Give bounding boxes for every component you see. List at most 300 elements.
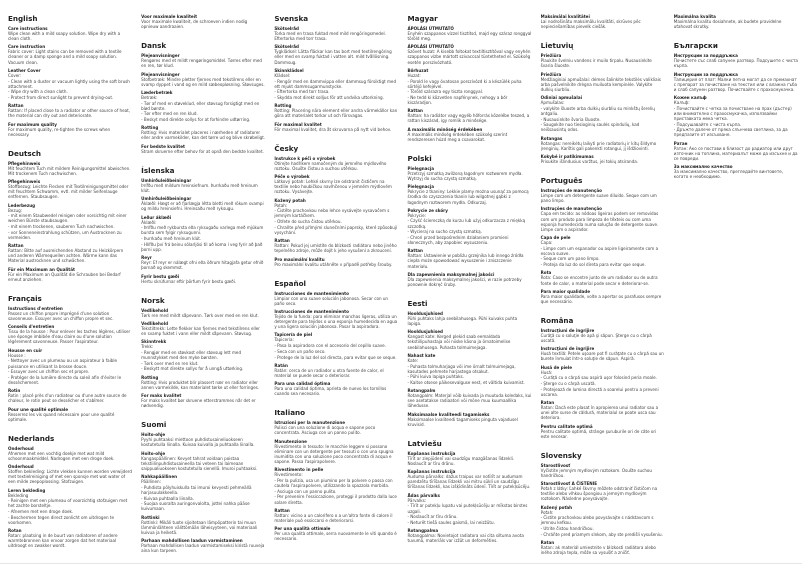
- instruction-text: - Pühi kuiva lapiga puhtaks.: [407, 374, 464, 380]
- language-heading: Latviešu: [407, 438, 442, 448]
- instruction-block: [407, 184, 531, 204]
- instruction-text: Rattan: If placed close to a radiator or other source of heat, the material can dry out and deteriorate.: [8, 108, 131, 119]
- instruction-text: - Per prevenire l'essiccazione, proteggi il prodotto dalla luce solare diretta.: [274, 494, 397, 505]
- instruction-block: [674, 14, 798, 29]
- instruction-text: Para una calidad óptima, aprieta de nuevo los tornillos cuando sea necesario.: [274, 386, 387, 397]
- instruction-title: Umhirðuleiðbeiningar: [141, 196, 192, 202]
- instruction-title: За максимално качество: [673, 164, 733, 170]
- instruction-block: [141, 90, 265, 122]
- instruction-text: Prisukite išlindusius varžtus, jei tokių atsiranda.: [540, 158, 639, 164]
- instruction-text: - Afnemen met een droge doek.: [8, 509, 74, 515]
- instruction-title: Maximálna kvalita: [673, 14, 716, 19]
- instruction-title: Husă de piele: [540, 364, 573, 370]
- instruction-text: - mit einem trockenen, sauberen Tuch nachwischen.: [8, 224, 115, 230]
- instruction-text: Tapicería:: [274, 337, 294, 343]
- instruction-text: Trekk:: [141, 344, 154, 350]
- instruction-title: Kokybė ir patikimumas: [540, 153, 594, 159]
- instruction-text: - Tør af med en støveklud, eller støvsug forsigtigt med en blød børste.: [141, 100, 260, 111]
- instruction-text: Rattan: Ustawienie w pobliżu grzejnika lub innego źródła ciepła może spowodować wysuszenie i zniszczenie materiału.: [407, 253, 524, 269]
- instruction-text: Rattan: Pokud jej umístíte do blízkosti radiátoru nebo jiného tepelného zdroje, může dojít k jeho vysušení a zkroucení.: [274, 243, 397, 254]
- instruction-title: Hooldusjuhised: [407, 310, 443, 316]
- instruction-text: - Þurrkaðu með hreinum klút.: [141, 236, 202, 242]
- instruction-block: [8, 103, 132, 118]
- instruction-text: - vor Sonneneinstrahlung schützen, um Austrocknen zu vermeiden.: [8, 229, 122, 240]
- instruction-block: [541, 95, 665, 132]
- instruction-block: [274, 363, 398, 378]
- instruction-title: Priežiūra: [540, 53, 562, 59]
- instruction-text: Þrífðu með mildum hreinsiefnum. Þurrkaðu með hreinum klút.: [141, 182, 258, 193]
- instruction-block: [8, 464, 132, 484]
- language-section: [274, 144, 398, 267]
- instruction-title: Pielęgnacja: [407, 165, 435, 171]
- instruction-block: [541, 53, 665, 68]
- instruction-text: Curăţă cu o soluţie de apă şi săpun. Şterge cu o cârpă uscată.: [540, 332, 652, 344]
- instruction-title: Per una qualità ottimale: [274, 526, 331, 532]
- instruction-text: Lai nodrošinātu maksimālu kvalitāti, skrūves pēc nepieciešamības pievelk ciešāk.: [540, 19, 641, 30]
- instruction-block: [141, 53, 265, 68]
- instruction-text: - valykite šluoste arba dulkių siurbliu su minkštų šerelių antgaliu.: [540, 105, 655, 116]
- instruction-text: Rotting: Hvis produktet blir plassert nær en radiator eller annen varmekilde, kan materialet tørke ut eller forringes.: [141, 379, 260, 390]
- instruction-text: - Suojaa suoralta auringonvalolta, jottei nahka pääse kuivumaan.: [141, 501, 250, 512]
- instruction-block: [141, 196, 265, 211]
- instruction-text: - Porold le vagy óvatosan porszívózd ki a készülék puha sörtéjű kefejével.: [407, 78, 522, 89]
- language-section: [407, 299, 531, 427]
- instruction-text: Калъф:: [673, 100, 690, 106]
- instruction-text: Ратан: Ако се постави в близост до радиатор или друг източник на топлина, материалът може да изсъхне и да се повреди.: [673, 145, 798, 161]
- instruction-title: Leather Cover: [8, 67, 41, 73]
- instruction-text: Rattan: vicino a un calorifero o a un'altra fonte di calore il materiale può essiccarsi e deteriorarsi.: [274, 512, 393, 523]
- instruction-title: Kožený poťah: [540, 504, 573, 510]
- instruction-title: Instrucciones de mantenimiento: [274, 308, 349, 314]
- instruction-title: For maximum quality: [8, 121, 57, 127]
- instruction-title: Pflegehinweis: [8, 160, 41, 166]
- instruction-title: Leren bekleding: [8, 487, 46, 493]
- instruction-text: Mit feuchtem Tuch mit mildem Reinigungsmittel abwischen. Mit trockenem Tuch nachwischen.: [8, 165, 131, 176]
- instruction-text: Rotangpalm: Materjal võib kuivada ja muutuda koledaks, kui see asetatakse radiaatori või mõne muu kuumaallika lähedusse.: [407, 393, 532, 409]
- instruction-text: Husă:: [540, 369, 553, 375]
- instruction-text: Kate:: [407, 357, 419, 363]
- instruction-text: Kangast kate: Kerged plekid saab eemaldada tekstiilipuhastaja või niiske käsna ja õrnatoimelise seebilahusega. Puhasta tolmuimejaga.: [407, 334, 511, 350]
- instruction-text: - Beskytt mot direkte sollys for å unngå uttørking.: [141, 366, 244, 372]
- instruction-block: [274, 291, 398, 306]
- instruction-block: [541, 424, 665, 439]
- instruction-title: Tapicería de piel: [274, 332, 313, 338]
- instruction-title: Starostlivosť: [540, 462, 571, 468]
- instruction-text: - Подсушавайте с чиста кърпа.: [673, 121, 742, 127]
- instruction-block: [274, 198, 398, 235]
- instruction-text: Päällinen:: [141, 479, 161, 485]
- instruction-text: - Otřete do sucha čistou utěrkou.: [274, 219, 342, 225]
- instruction-text: - Kaitse otsese päikesevalguse eest, et vältida kuivamist.: [407, 379, 525, 385]
- instruction-title: Rotangpalm: [407, 388, 436, 394]
- language-section: [141, 166, 265, 284]
- instruction-text: Poťah:: [540, 509, 554, 515]
- instruction-title: For maks kvalitet: [141, 393, 182, 399]
- language-heading: Dansk: [141, 41, 167, 51]
- instruction-block: [141, 144, 265, 154]
- instruction-text: Afnemen met een vochtig doekje met wat mild schoonmaakmiddel. Nadrogen met een droge doek.: [8, 450, 115, 461]
- instruction-text: - Puhasta tolmuharjaga või ime õrnalt tolmuimejaga, kasutades pehmete harjastega otsakut.: [407, 363, 516, 374]
- instruction-text: Почистете със слаб сапунен разтвор. Подсушете с чиста кърпа.: [673, 58, 798, 69]
- instruction-text: - Skydda mot direkt solljus för att undvika uttorkning.: [274, 95, 384, 100]
- instruction-title: Kožený potah: [274, 197, 306, 203]
- instruction-block: [407, 353, 531, 385]
- instruction-text: Тапицерия от плат: Малки петна могат да се премахнат с препарат за почистване на текстил или с влажна гъба и слаб сапунен разтвор. Почиствайте с прахосмукачка.: [673, 76, 798, 92]
- instruction-text: - Czyść ściereczką do kurzu lub użyj odkurzacza z miękką szczotką.: [407, 218, 526, 229]
- language-section: [274, 408, 398, 541]
- instruction-text: - Rengjør med en støvkost eller støvsug lett med munnstykket med den myke børsten.: [141, 349, 242, 361]
- instruction-block: [8, 407, 132, 422]
- instruction-title: Para una calidad óptima: [274, 381, 331, 387]
- instruction-block: [141, 178, 265, 193]
- instruction-title: ÁPOLÁSI ÚTMUTATÓ: [407, 44, 454, 50]
- language-heading: Nederlands: [8, 433, 55, 443]
- instruction-block: [274, 44, 398, 64]
- instruction-text: Reyr: Ef reyr er nálægt ofni eða öðrum hitagjafa getur efnið þornað og skemmst.: [141, 260, 264, 271]
- instruction-title: Pielęgnacja: [407, 184, 435, 190]
- instruction-block: [541, 136, 665, 151]
- instruction-text: - Reinigen met een plumeau of voorzichtig stofzuigen met het zachte borsteltje.: [8, 498, 128, 509]
- instruction-text: - Proteja da luz do sol direta para evitar que seque.: [540, 262, 646, 268]
- instruction-text: - Töröld szárazra egy tiszta ronggyal.: [407, 89, 484, 95]
- instruction-text: Enyhén szappanos vízzel tisztítsd, majd egy száraz ronggyal töröld meg.: [407, 31, 532, 42]
- instruction-title: Rotting: [141, 125, 159, 131]
- language-heading: Româna: [540, 315, 574, 325]
- instruction-title: Plejeanvisninger: [141, 71, 180, 77]
- instruction-title: Pflegehinweis: [8, 179, 41, 185]
- instruction-text: Tekstiltrekk: Lette flekker kan fjernes med tekstilrens eller en svamp fuktet i vann eller mildt såpevann. Støvsug.: [141, 325, 260, 336]
- instruction-text: Stoffbezug: Leichte Flecken mit Textilreinigungsmittel oder mit feuchtem Schwamm, evtl. mit milder Seifenlauge entfernen. Staubsaugen.: [8, 184, 129, 200]
- instruction-text: - Дръжте далече от пряка слънчева светлина, за да предпазите от изсъхване.: [673, 127, 788, 138]
- instruction-text: Poťah z látky: Ľahké škvrny môžete odstrániť čističom na textílie alebo vlhkou špongiou a jemným mydlovým roztokom. Následne povysávajte.: [540, 486, 658, 502]
- instruction-text: - Ne tedd ki közvetlen napfénynek, nehogy a bőr kiszáradjon.: [407, 95, 508, 106]
- instruction-text: Huzat:: [407, 72, 421, 78]
- instruction-text: - Seque com um pano limpo.: [540, 256, 600, 262]
- instruction-title: Ādas pārvalks: [407, 492, 440, 498]
- instruction-text: Rotangas: nereikėtų laikyti prie radiatorių ir kitų šildymo įrenginių. Karštis gali pakenkti rotangui, jį išdžiovinti.: [540, 140, 657, 151]
- instruction-text: - Rengör med en dammvippa eller dammsug försiktigt med ett mjukt dammsugarmunstycke.: [274, 78, 397, 89]
- instruction-block: [8, 122, 132, 137]
- instruction-text: Passez un chiffon propre imprégné d'une solution savonneuse. Essuyer avec un chiffon propre et sec.: [8, 310, 114, 321]
- instruction-text: Przetrzyj szmatką zwilżoną łagodnym roztworem mydła. Wytrzyj do sucha czystą szmatką.: [407, 170, 523, 182]
- instruction-text: - Chroń przed bezpośrednim działaniem promieni słonecznych, aby zapobiec wysuszeniu.: [407, 234, 509, 246]
- instruction-block: [541, 206, 665, 231]
- language-heading: Magyar: [407, 14, 438, 23]
- instruction-text: Ratan: ak materiál umiestnite v blízkosti radiátora alebo iného zdroja tepla, môže sa vysušiť a zničiť.: [540, 545, 656, 556]
- instruction-title: Rattan: [274, 507, 290, 513]
- instruction-title: Skötselråd: [274, 26, 299, 31]
- instruction-text: - Tør efter med en ren klud.: [141, 111, 198, 117]
- instruction-text: Housse :: [8, 352, 26, 358]
- instruction-text: Fabric cover: Light stains can be removed with a textile cleaner or a damp sponge and a mild soapy solution. Vacuum clean.: [8, 49, 122, 65]
- instruction-block: [8, 528, 132, 548]
- instruction-text: - Protege de la luz del sol directa, para evitar que se seque.: [274, 354, 397, 360]
- instruction-title: Parhaan mahdollisen laadun varmistaminen: [141, 538, 243, 544]
- language-heading: Español: [274, 278, 307, 288]
- instruction-text: Rivestimento:: [274, 472, 303, 478]
- instruction-text: - Curăţă cu o cârpă sau aspiră uşor folosind peria moale.: [540, 375, 657, 381]
- language-heading: English: [8, 14, 38, 23]
- instruction-title: Péče o výrobek: [274, 174, 310, 180]
- instruction-block: [541, 463, 665, 478]
- instruction-block: [407, 68, 531, 105]
- instruction-title: ÁPOLÁSI ÚTMUTATÓ: [407, 26, 454, 31]
- instruction-title: Skinnklädsel: [274, 67, 304, 73]
- instruction-block: [274, 381, 398, 396]
- instruction-block: [274, 174, 398, 194]
- instruction-text: Hertu skrúfurnar eftir þörfum fyrir bestu gæði.: [141, 278, 237, 284]
- instruction-block: [674, 95, 798, 137]
- instruction-block: [8, 446, 132, 461]
- instruction-text: - Essuyer avec un chiffon sec et propre.: [8, 369, 90, 375]
- instruction-title: Instructions d'entretien: [8, 305, 63, 311]
- language-heading: Български: [673, 41, 718, 51]
- language-section: [8, 149, 132, 282]
- instruction-title: Rivestimento in pelle: [274, 467, 324, 473]
- instruction-block: [8, 388, 132, 403]
- language-section: [8, 14, 132, 137]
- instruction-block: [141, 215, 265, 252]
- instruction-block: [8, 348, 132, 385]
- instruction-text: Rivestimento in tessuto: le macchie leggere si possono eliminare con un detergente per tessuti o con una spugna inumidita con una soluzione poco concentrata di acqua e sapone. Passa l'aspirapolvere.: [274, 443, 394, 464]
- instruction-text: Rotangpalma: Novietojot radiatora vai cita siltuma avota tuvumā, materiāls var izžūt un deformēties.: [407, 533, 524, 544]
- instruction-title: Nahast kate: [407, 352, 436, 358]
- instruction-block: [141, 375, 265, 390]
- instruction-title: Kopšanas instrukcija: [407, 450, 456, 456]
- instruction-block: [274, 439, 398, 464]
- instruction-block: [141, 308, 265, 318]
- instruction-title: Instruções de manutenção: [540, 206, 602, 212]
- instruction-text: - Per la pulizia, usa un piumino per la polvere o passa con cautela l'aspirapolvere, utilizzando la spazzola morbida.: [274, 477, 393, 489]
- instruction-text: - Limpe com um espanador ou aspire ligeiramente com a escova suave.: [540, 245, 659, 256]
- instruction-title: Rotangpalma: [407, 528, 439, 534]
- instruction-block: [674, 141, 798, 161]
- instruction-block: [407, 469, 531, 489]
- language-heading: Suomi: [141, 420, 167, 430]
- instruction-text: Otírejte hadříkem namočeným do jemného mýdlového roztoku. Osušte čistou a suchou utěrkou.: [274, 160, 387, 171]
- instruction-block: [8, 179, 132, 199]
- instruction-text: - Chraňte před přímými slunečními paprsky, které způsobují vysychání.: [274, 224, 398, 235]
- instruction-text: - Protéger de la lumière directe du soleil afin d'éviter le dessèchement.: [8, 374, 122, 385]
- instruction-title: Istruzioni per la manutenzione: [274, 420, 346, 426]
- instruction-text: Ratán: cerca de un radiador u otra fuente de calor, el material se puede secar o deteriorar.: [274, 367, 384, 378]
- instruction-text: Pulisci con una soluzione di acqua e sapone poco concentrata. Asciuga con un panno pulito.: [274, 425, 376, 436]
- instruction-text: Stoffen bekleding: Lichte vlekken kunnen worden verwijderd met textielreiniging of met een sponsje met wat water of een milde zeepoplossing. Stofzuigen.: [8, 469, 132, 485]
- language-section: [541, 316, 665, 439]
- instruction-text: Capa:: [540, 239, 553, 245]
- instruction-block: [541, 505, 665, 537]
- instruction-title: Umhirðuleiðbeiningar: [141, 177, 192, 183]
- instruction-title: Maksimālai kvalitātei: [540, 14, 590, 19]
- instruction-title: Pentru calitate optimă: [540, 423, 593, 429]
- instruction-block: [407, 44, 531, 64]
- instruction-text: Áklæði: Hægt er að fjarlægja létta bletti með rökum svampi og mildu hreinsiefni. Hreinsaðu með ryksugu.: [141, 201, 264, 212]
- instruction-block: [141, 393, 265, 408]
- instruction-block: [407, 329, 531, 349]
- instruction-title: Rottinki: [141, 514, 160, 520]
- instruction-title: For bedste kvalitet: [141, 143, 185, 149]
- instruction-title: Pour une qualité optimale: [8, 406, 69, 412]
- language-heading: Français: [8, 293, 42, 303]
- instruction-title: Vedlikehold: [141, 307, 169, 313]
- language-heading: Polski: [407, 153, 432, 163]
- instruction-text: - Protect from direct sunlight to prevent drying-out.: [8, 95, 114, 100]
- instruction-title: Instrucţiuni de îngrijire: [540, 327, 595, 333]
- instruction-block: [274, 122, 398, 132]
- instruction-title: Dla zapewnienia maksymalnej jakości: [407, 271, 495, 277]
- instruction-block: [541, 346, 665, 361]
- instruction-text: Limpiar con una suave solución jabonosa. Secar con un paño seco.: [274, 295, 389, 306]
- instruction-text: Rattan: ha radiátor vagy egyéb hőforrás közelébe teszed, a rattan kiszárad, így romlik a minősége.: [407, 113, 530, 124]
- instruction-block: [274, 238, 398, 253]
- language-section: [407, 14, 531, 142]
- instruction-block: [141, 474, 265, 511]
- instruction-block: [274, 68, 398, 100]
- instruction-text: Tørk ren med mildt såpevann. Tørk over med en ren klut.: [141, 312, 259, 318]
- instruction-block: [274, 420, 398, 435]
- language-section: [674, 41, 798, 179]
- instruction-title: Voor maximale kwaliteit: [141, 14, 198, 19]
- instruction-text: - Protejează de lumina directă a soarelui pentru a preveni uscarea.: [540, 386, 659, 397]
- instruction-block: [141, 451, 265, 471]
- instruction-block: [541, 14, 665, 29]
- instruction-text: For maks kvalitet bør skruene etterstrammes når det er nødvendig.: [141, 398, 256, 409]
- instruction-text: - mit einem Staubwedel reinigen oder vorsichtig mit einer weichen Bürste staubsaugen.: [8, 213, 127, 224]
- language-section: [141, 41, 265, 154]
- instruction-title: Ratan: [540, 400, 555, 406]
- instruction-text: - Čistite prachovkou alebo povysávajte s nádstavcom s jemnou kefkou.: [540, 515, 654, 526]
- instruction-block: [274, 309, 398, 329]
- instruction-title: Инструкции за поддръжка: [673, 71, 738, 77]
- instruction-block: [8, 243, 132, 263]
- instruction-block: [274, 467, 398, 504]
- instruction-text: Torka med en trasa fuktad med mild rengöringsmedel. Eftertorka med torr trasa.: [274, 31, 386, 42]
- instruction-block: [407, 493, 531, 525]
- instruction-block: [141, 125, 265, 140]
- instruction-block: [8, 267, 132, 282]
- instruction-block: [407, 451, 531, 466]
- instruction-title: Kopšanas instrukcija: [407, 469, 456, 475]
- instruction-text: Maksimaalse kvaliteedi tagamiseks pinguta vajadusel kruvisid.: [407, 416, 518, 427]
- instruction-text: - Utrite čistou handričkou.: [540, 526, 594, 532]
- instruction-title: Hooldusjuhised: [407, 329, 443, 335]
- instruction-block: [141, 515, 265, 535]
- instruction-block: [274, 103, 398, 118]
- instruction-block: [8, 44, 132, 64]
- instruction-text: Vyčistite jemným mydlovým roztokom. Osušte suchou handričkou.: [540, 467, 653, 478]
- language-section: [541, 176, 665, 304]
- instruction-title: Conseils d'entretien: [8, 324, 55, 330]
- language-section: [541, 41, 665, 164]
- instruction-block: [274, 156, 398, 171]
- instruction-title: Rattan: [8, 243, 24, 249]
- instruction-block: [141, 255, 265, 270]
- instruction-text: Szövet huzat: A kisebb foltokat textiltisztítóval vagy enyhén szappanos vízbe mártott szivaccsal tüntetheted el. Szükség esetén porszívózható.: [407, 49, 531, 65]
- instruction-text: - Şterge cu o cârpă uscată.: [540, 381, 596, 387]
- instruction-text: Potah:: [274, 202, 288, 208]
- instruction-block: [407, 412, 531, 427]
- instruction-block: [274, 332, 398, 359]
- language-heading: Slovensky: [540, 450, 582, 460]
- instruction-text: Rengøres med et mildt rengøringsmiddel. Tørres efter med en ren, tør klud.: [141, 58, 262, 69]
- instruction-block: [141, 339, 265, 371]
- instruction-title: Инструкции за поддръжка: [673, 53, 738, 59]
- instruction-text: Plaukite švelniu vandens ir muilo tirpalu. Nusausinkite švaria šluoste.: [540, 58, 652, 69]
- instruction-title: Care instructions: [8, 26, 48, 31]
- instruction-text: - Wipe dry with a clean cloth.: [8, 89, 68, 95]
- instruction-title: Rattan: [274, 238, 290, 244]
- instruction-title: Vedlikehold: [141, 320, 169, 326]
- instruction-text: - Seca con un paño seco.: [274, 348, 326, 354]
- instruction-block: [8, 161, 132, 176]
- instruction-title: Rattan: [407, 248, 423, 254]
- instruction-title: Pro maximální kvalitu: [274, 256, 325, 262]
- instruction-text: A maximális minőség érdekében szükség szerint rendszeresen húzd meg a csavarokat.: [407, 131, 508, 142]
- instruction-title: Onderhoud: [8, 445, 34, 451]
- instruction-text: Kangaspäällinen: Kevyet tahrat voidaan poistaa tekstiilinpuhdistusaineella tai veteen tai laimeaan saippualiuokseen kostutetulla sienellä. Imuroi puhtaaksi.: [141, 455, 258, 471]
- instruction-text: - Asciuga con un panno pulito.: [274, 488, 337, 494]
- instruction-text: - Noslaucīt ar tīru drānu.: [407, 514, 458, 520]
- language-section: [141, 420, 265, 553]
- instruction-title: Manutenzione: [274, 438, 307, 444]
- instruction-text: Capa em tecido: as nódoas ligeiras podem ser removidas com um produto para limpeza de têxteis ou com uma esponja humedecida numa solução de detergente suave. Limpe com o aspirador.: [540, 211, 659, 232]
- instruction-block: [8, 26, 132, 41]
- instruction-title: Ratán: [274, 362, 288, 368]
- instruction-title: Odiniai apmušalai: [540, 95, 582, 101]
- instruction-title: Rotting: [274, 103, 292, 109]
- instruction-text: За максимално качество, прегледайте винтовете, когато е необходимо.: [673, 169, 784, 180]
- instruction-block: [141, 538, 265, 553]
- instruction-title: Rotangas: [540, 135, 563, 141]
- instruction-text: - Pasa la aspiradora con el accesorio del cepillo suave.: [274, 343, 386, 349]
- instruction-title: Priežiūra: [540, 71, 562, 77]
- instruction-block: [8, 203, 132, 240]
- instruction-title: Leður áklæði: [141, 214, 172, 220]
- language-heading: Deutsch: [8, 148, 42, 158]
- instruction-title: Skinntrekk: [141, 339, 167, 345]
- instruction-title: Bőrhuzat: [407, 67, 429, 73]
- instruction-text: - Eftertorka med torr trasa.: [274, 89, 330, 95]
- instruction-title: Reyr: [141, 255, 152, 261]
- instruction-title: Instrucciones de mantenimiento: [274, 290, 349, 296]
- instruction-block: [541, 540, 665, 555]
- language-heading: Íslenska: [141, 165, 175, 175]
- language-heading: Svenska: [274, 14, 309, 23]
- instruction-title: Rota: [540, 270, 552, 276]
- instruction-title: Læderbetræk: [141, 89, 173, 95]
- language-heading: Italiano: [274, 408, 306, 418]
- instruction-text: Rotin : placé près d'un radiateur ou d'une autre source de chaleur, le rotin peut se dessécher et s'abîmer.: [8, 393, 127, 404]
- instruction-title: Plejeanvisninger: [141, 53, 180, 59]
- instruction-text: Pokrycie:: [407, 212, 427, 218]
- instruction-text: - Þrífðu með rykbursta eða ryksugaðu varlega með mjúkum bursta sem fylgir ryksugunni.: [141, 225, 264, 236]
- instruction-text: Für ein Maximum an Qualität die Schrauben bei Bedarf erneut anziehen.: [8, 271, 121, 282]
- instruction-text: Bekleding: [8, 492, 29, 498]
- language-section: [407, 154, 531, 287]
- instruction-text: Rotting: Placering nära element eller andra värmekällor kan göra att materialet torkar ut och försvagas.: [274, 108, 398, 119]
- language-heading: Norsk: [141, 295, 165, 305]
- instruction-block: [541, 365, 665, 397]
- instruction-text: - Tīrīt ar putekļu lupatu vai putekļsūcēju ar mīkstas birstes uzgali.: [407, 503, 528, 514]
- instruction-text: Para maior qualidade, volte a apertar os parafusos sempre que necessário.: [540, 293, 662, 304]
- care-instructions-document: [8, 14, 798, 559]
- instruction-block: [407, 272, 531, 287]
- instruction-title: Für ein Maximum an Qualität: [8, 266, 75, 272]
- instruction-block: [541, 328, 665, 343]
- instruction-text: - Nusausinkite švaria šluoste.: [540, 116, 601, 122]
- instruction-text: Pühi puhtaks lahja seebilahusega. Pühi kuivaks puhta lapiga.: [407, 315, 518, 327]
- instruction-block: [541, 72, 665, 92]
